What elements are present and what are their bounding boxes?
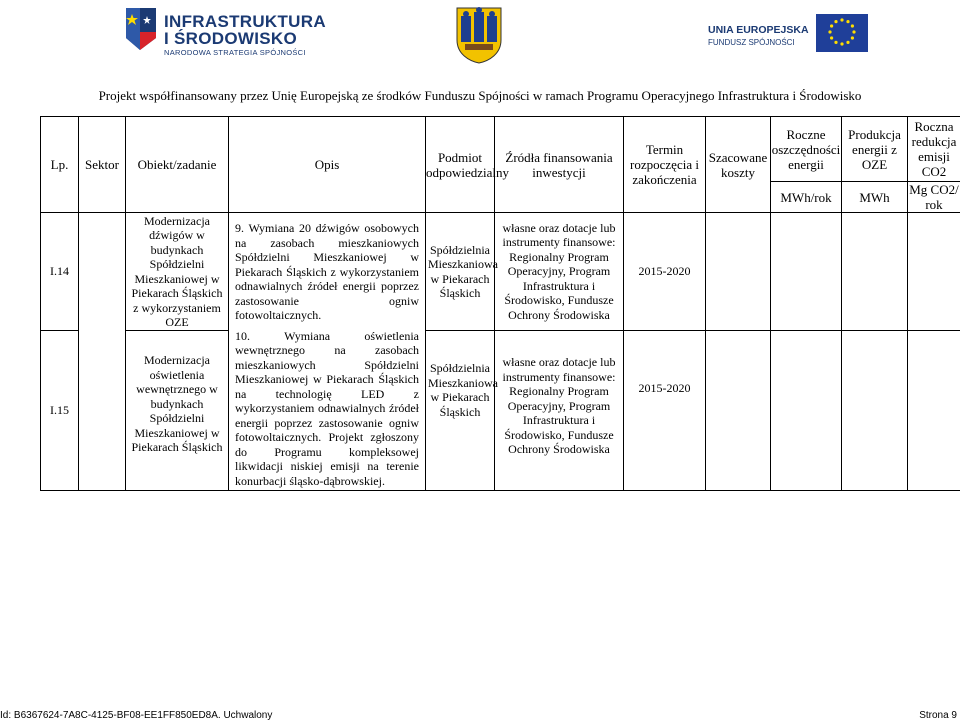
row-redukcja [908, 331, 960, 491]
header-podmiot: Podmiot odpowiedzialny [426, 117, 495, 213]
row-termin: 2015-2020 [624, 331, 706, 491]
header-sektor: Sektor [79, 117, 126, 213]
logo-left-line2: I ŚRODOWISKO [164, 29, 297, 48]
header-zrodla: Źródła finansowania inwestycji [495, 117, 624, 213]
row-koszty [706, 213, 771, 331]
row-oszczednosci [771, 331, 842, 491]
header-oszczednosci-unit: MWh/rok [771, 182, 842, 213]
measures-table [40, 116, 960, 491]
document-id: Id: B6367624-7A8C-4125-BF08-EE1FF850ED8A. Uchwalony [0, 710, 273, 721]
logo-right-line1: UNIA EUROPEJSKA [708, 24, 809, 36]
row-koszty [706, 331, 771, 491]
header-opis: Opis [229, 117, 426, 213]
header-termin: Termin rozpoczęcia i zakończenia [624, 117, 706, 213]
row-lp: I.14 [41, 213, 79, 331]
eu-logo [708, 14, 868, 56]
city-crest-icon [455, 6, 503, 64]
row-podmiot: Spółdzielnia Mieszkaniowa w Piekarach Śląskich [426, 331, 495, 491]
row-opis-cell [229, 213, 426, 491]
logo-right-line2: FUNDUSZ SPÓJNOŚCI [708, 38, 795, 47]
row-produkcja [842, 331, 908, 491]
row-redukcja [908, 213, 960, 331]
logo-left-line3: NARODOWA STRATEGIA SPÓJNOŚCI [164, 48, 306, 57]
row-obiekt: Modernizacja oświetlenia wewnętrznego w budynkach Spółdzielni Mieszkaniowej w Piekarach Śląskich [126, 331, 229, 491]
project-cofinancing-line: Projekt współfinansowany przez Unię Europejską ze środków Funduszu Spójności w ramach Programu Operacyjnego Infrastruktura i Środowisko [98, 88, 862, 103]
header-oszczednosci: Roczne oszczędności energii [771, 117, 842, 182]
row-zrodla: własne oraz dotacje lub instrumenty finansowe: Regionalny Program Operacyjny, Program Infrastruktura i Środowisko, Fundusze Ochrony Środowiska [495, 213, 624, 331]
fundusze-europejskie-logo [118, 6, 326, 57]
row-zrodla: własne oraz dotacje lub instrumenty finansowe: Regionalny Program Operacyjny, Program Infrastruktura i Środowisko, Fundusze Ochrony Środowiska [495, 331, 624, 491]
row-podmiot: Spółdzielnia Mieszkaniowa w Piekarach Śląskich [426, 213, 495, 331]
row-opis-15: 10. Wymiana oświetlenia wewnętrznego na zasobach mieszkaniowych Spółdzielni Mieszkaniowej w Piekarach Śląskich na technologię LED z wykorzystaniem odnawialnych źródeł energii poprzez zastosowanie ogniw fotowoltaicznych. Projekt zgłoszony do Programu kompleksowej likwidacji niskiej emisji na terenie konurbacji śląsko-dąbrowskiej. [235, 328, 419, 488]
header-produkcja-unit: MWh [842, 182, 908, 213]
row-lp: I.15 [41, 331, 79, 491]
page-number: Strona 9 [919, 710, 957, 721]
row-produkcja [842, 213, 908, 331]
row-oszczednosci [771, 213, 842, 331]
header-redukcja: Roczna redukcja emisji CO2 [908, 117, 960, 182]
row-obiekt: Modernizacja dźwigów w budynkach Spółdzielni Mieszkaniowej w Piekarach Śląskich z wykorzystaniem OZE [126, 213, 229, 331]
row-opis-14: 9. Wymiana 20 dźwigów osobowych na zasobach mieszkaniowych Spółdzielni Mieszkaniowej w Piekarach Śląskich z wykorzystaniem odnawialnych źródeł energii poprzez zastosowanie ogniw fotowoltaicznych. [235, 221, 419, 322]
header-produkcja: Produkcja energii z OZE [842, 117, 908, 182]
header-obiekt: Obiekt/zadanie [126, 117, 229, 213]
header-koszty: Szacowane koszty [706, 117, 771, 213]
fe-star-mark-icon [118, 6, 158, 52]
header-logos [0, 0, 960, 80]
logo-left-line1: INFRASTRUKTURA [164, 12, 326, 31]
table-row [41, 331, 960, 491]
eu-flag-icon [816, 14, 868, 52]
row-termin: 2015-2020 [624, 213, 706, 331]
header-lp: Lp. [41, 117, 79, 213]
header-redukcja-unit: Mg CO2/ rok [909, 182, 959, 212]
row-sektor [79, 213, 126, 491]
table-row [41, 213, 960, 331]
